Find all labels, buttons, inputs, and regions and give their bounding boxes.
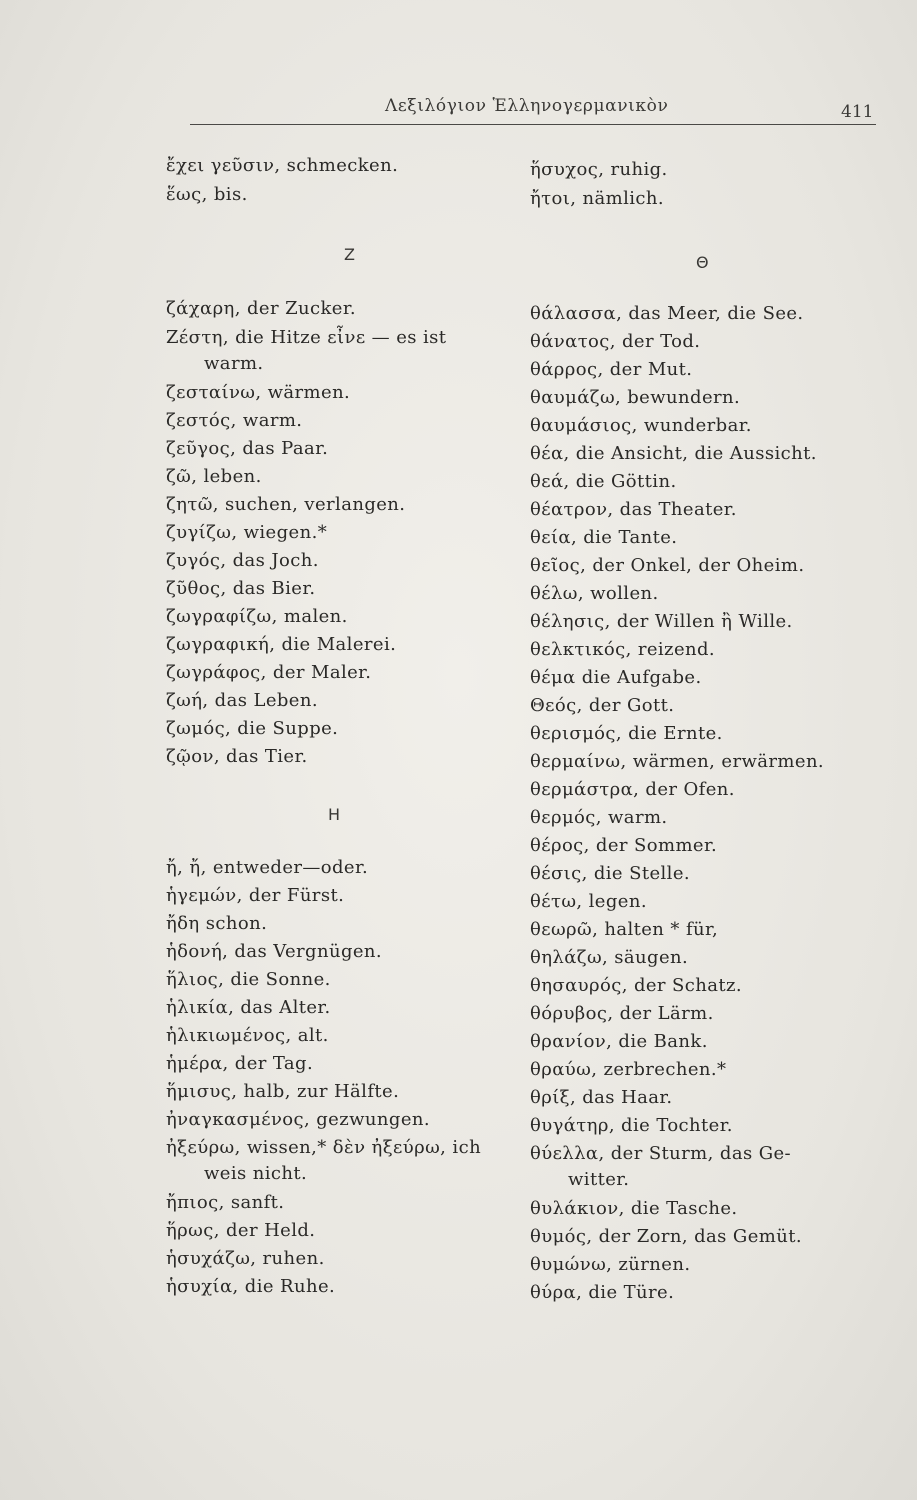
dictionary-entry: θέρος, der Sommer. bbox=[530, 835, 718, 856]
dictionary-entry: ζυγίζω, wiegen.* bbox=[166, 522, 328, 543]
dictionary-entry: ζάχαρη, der Zucker. bbox=[166, 298, 356, 319]
dictionary-entry: θάνατος, der Tod. bbox=[530, 331, 701, 352]
dictionary-entry: ζητῶ, suchen, verlangen. bbox=[166, 494, 406, 515]
dictionary-entry: ἥρως, der Held. bbox=[166, 1220, 316, 1241]
dictionary-entry: θερμός, warm. bbox=[530, 807, 668, 828]
dictionary-entry: θέλω, wollen. bbox=[530, 583, 659, 604]
dictionary-entry: ἡσυχάζω, ruhen. bbox=[166, 1248, 325, 1269]
dictionary-entry: θησαυρός, der Schatz. bbox=[530, 975, 743, 996]
dictionary-entry: θεία, die Tante. bbox=[530, 527, 678, 548]
dictionary-entry: θέλησις, der Willen ἢ Wille. bbox=[530, 611, 793, 632]
dictionary-entry: ἡμέρα, der Tag. bbox=[166, 1053, 314, 1074]
dictionary-entry: θερμαίνω, wärmen, erwärmen. bbox=[530, 751, 825, 772]
dictionary-entry: θέσις, die Stelle. bbox=[530, 863, 690, 884]
dictionary-entry: θρανίον, die Bank. bbox=[530, 1031, 708, 1052]
dictionary-entry: ἥσυχος, ruhig. bbox=[530, 159, 668, 180]
dictionary-entry: ζεσταίνω, wärmen. bbox=[166, 382, 351, 403]
dictionary-entry-continuation: witter. bbox=[568, 1169, 630, 1190]
dictionary-entry: θαυμάζω, bewundern. bbox=[530, 387, 741, 408]
dictionary-entry: ἤπιος, sanft. bbox=[166, 1192, 285, 1213]
dictionary-entry: θυγάτηρ, die Tochter. bbox=[530, 1115, 733, 1136]
dictionary-entry: ζωή, das Leben. bbox=[166, 690, 318, 711]
dictionary-entry: ἠξεύρω, wissen,* δὲν ἠξεύρω, ich bbox=[166, 1137, 482, 1158]
dictionary-entry: θαυμάσιος, wunderbar. bbox=[530, 415, 752, 436]
dictionary-entry: θραύω, zerbrechen.* bbox=[530, 1059, 727, 1080]
dictionary-entry-continuation: warm. bbox=[204, 353, 264, 374]
dictionary-entry: θερισμός, die Ernte. bbox=[530, 723, 723, 744]
dictionary-entry: ζωγράφος, der Maler. bbox=[166, 662, 372, 683]
dictionary-entry: ζωμός, die Suppe. bbox=[166, 718, 339, 739]
dictionary-entry: ζωγραφίζω, malen. bbox=[166, 606, 348, 627]
section-letter-h: H bbox=[328, 805, 341, 824]
dictionary-entry: ἡσυχία, die Ruhe. bbox=[166, 1276, 336, 1297]
dictionary-entry: ἡλικία, das Alter. bbox=[166, 997, 331, 1018]
dictionary-entry: ζῦθος, das Bier. bbox=[166, 578, 316, 599]
dictionary-entry: ἤ, ἤ, entweder—oder. bbox=[166, 857, 369, 878]
dictionary-entry: θεῖος, der Onkel, der Oheim. bbox=[530, 555, 805, 576]
page-number: 411 bbox=[841, 102, 874, 122]
header-rule bbox=[190, 124, 876, 125]
dictionary-entry: ἔχει γεῦσιν, schmecken. bbox=[166, 155, 399, 176]
dictionary-entry: ζεῦγος, das Paar. bbox=[166, 438, 329, 459]
dictionary-entry: θέμα die Aufgabe. bbox=[530, 667, 702, 688]
dictionary-entry: θάρρος, der Mut. bbox=[530, 359, 693, 380]
dictionary-entry: θάλασσα, das Meer, die See. bbox=[530, 303, 804, 324]
dictionary-entry: ἥμισυς, halb, zur Hälfte. bbox=[166, 1081, 400, 1102]
dictionary-entry: ἡγεμών, der Fürst. bbox=[166, 885, 345, 906]
section-letter-theta: Θ bbox=[696, 253, 709, 272]
section-letter-z: Z bbox=[344, 245, 356, 264]
dictionary-entry: ζεστός, warm. bbox=[166, 410, 303, 431]
dictionary-entry: θύελλα, der Sturm, das Ge- bbox=[530, 1143, 792, 1164]
dictionary-entry: ζῷον, das Tier. bbox=[166, 746, 308, 767]
dictionary-entry: θόρυβος, der Lärm. bbox=[530, 1003, 714, 1024]
dictionary-entry: θέα, die Ansicht, die Aussicht. bbox=[530, 443, 817, 464]
dictionary-entry: θυμώνω, zürnen. bbox=[530, 1254, 691, 1275]
dictionary-entry: Θεός, der Gott. bbox=[530, 695, 675, 716]
dictionary-entry: θελκτικός, reizend. bbox=[530, 639, 716, 660]
dictionary-entry: ἡδονή, das Vergnügen. bbox=[166, 941, 383, 962]
dictionary-entry: θηλάζω, säugen. bbox=[530, 947, 689, 968]
dictionary-entry: θυλάκιον, die Tasche. bbox=[530, 1198, 738, 1219]
dictionary-entry: ἡλικιωμένος, alt. bbox=[166, 1025, 329, 1046]
dictionary-entry: ζυγός, das Joch. bbox=[166, 550, 319, 571]
dictionary-entry: θερμάστρα, der Ofen. bbox=[530, 779, 735, 800]
running-header-title: Λεξιλόγιον Ἑλληνογερμανικὸν bbox=[385, 96, 669, 116]
dictionary-entry: Ζέστη, die Hitze εἶνε — es ist bbox=[166, 327, 447, 348]
dictionary-entry: ἤτοι, nämlich. bbox=[530, 188, 664, 209]
dictionary-entry: θέατρον, das Theater. bbox=[530, 499, 737, 520]
dictionary-entry: ζωγραφική, die Malerei. bbox=[166, 634, 397, 655]
dictionary-entry: θρίξ, das Haar. bbox=[530, 1087, 673, 1108]
dictionary-entry: ἥλιος, die Sonne. bbox=[166, 969, 331, 990]
dictionary-entry: θέτω, legen. bbox=[530, 891, 647, 912]
dictionary-entry-continuation: weis nicht. bbox=[204, 1163, 308, 1184]
dictionary-entry: ἤδη schon. bbox=[166, 913, 268, 934]
dictionary-entry: θυμός, der Zorn, das Gemüt. bbox=[530, 1226, 802, 1247]
dictionary-entry: θεωρῶ, halten * für, bbox=[530, 919, 719, 940]
dictionary-entry: θεά, die Göttin. bbox=[530, 471, 677, 492]
dictionary-entry: ζῶ, leben. bbox=[166, 466, 262, 487]
dictionary-entry: θύρα, die Türe. bbox=[530, 1282, 675, 1303]
dictionary-entry: ἠναγκασμένος, gezwungen. bbox=[166, 1109, 430, 1130]
dictionary-entry: ἕως, bis. bbox=[166, 184, 248, 205]
